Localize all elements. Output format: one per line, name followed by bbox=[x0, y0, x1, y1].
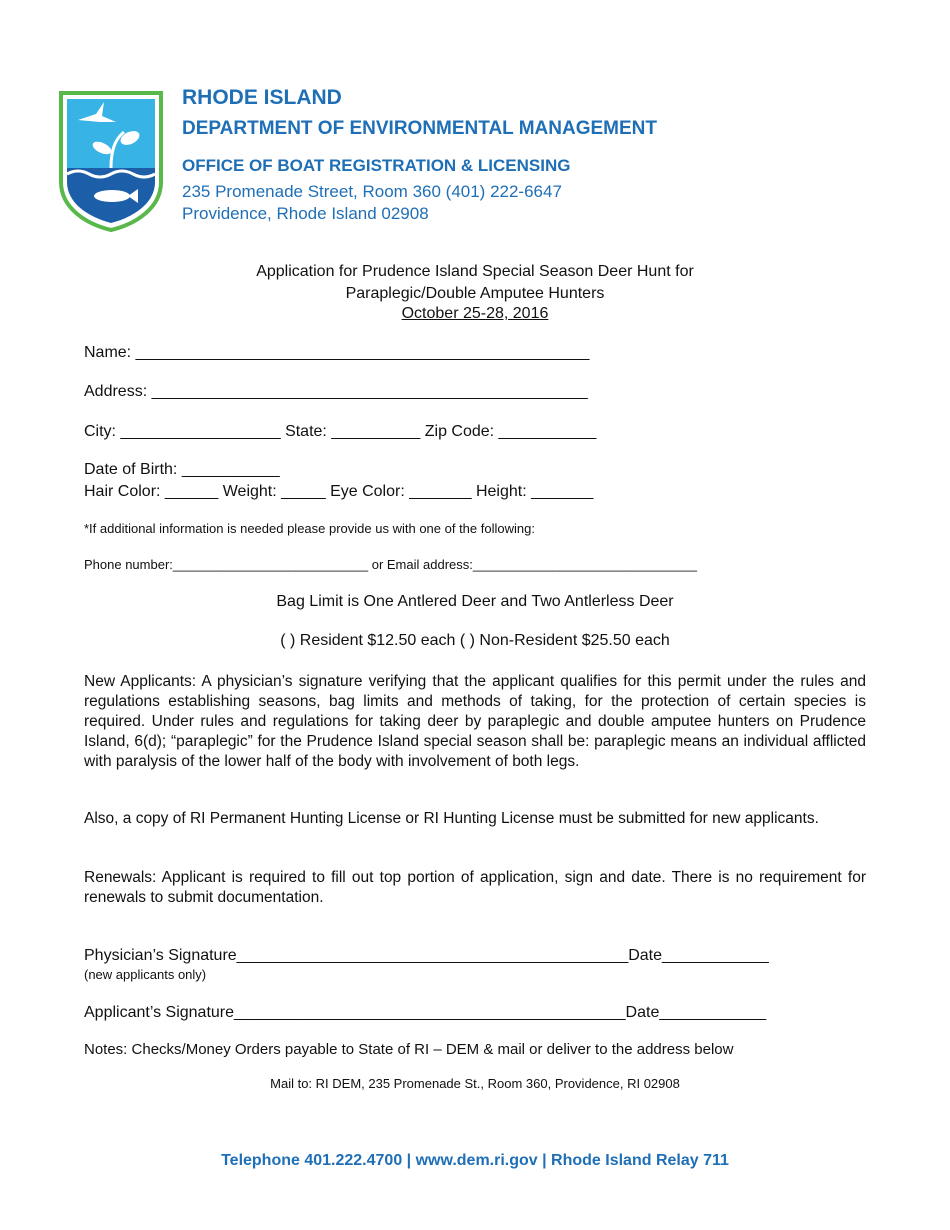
physician-signature-line[interactable]: Physician’s Signature____________________________________________Date____________ bbox=[84, 947, 769, 964]
form-date: October 25-28, 2016 bbox=[401, 305, 549, 322]
fee-options[interactable]: ( ) Resident $12.50 each ( ) Non-Resident $25.50 each bbox=[280, 632, 670, 649]
header-state: RHODE ISLAND bbox=[182, 86, 342, 109]
physician-note: (new applicants only) bbox=[84, 967, 207, 982]
footer-contact: Telephone 401.222.4700 | www.dem.ri.gov | Rhode Island Relay 711 bbox=[221, 1152, 729, 1169]
bag-limit: Bag Limit is One Antlered Deer and Two Antlerless Deer bbox=[276, 593, 674, 610]
ri-dem-logo bbox=[58, 90, 164, 232]
header-office: OFFICE OF BOAT REGISTRATION & LICENSING bbox=[182, 156, 571, 175]
form-title-line2: Paraplegic/Double Amputee Hunters bbox=[345, 285, 605, 302]
contact-field[interactable]: Phone number:___________________________ or Email address:_______________________________ bbox=[84, 557, 697, 572]
form-title-line1: Application for Prudence Island Special Season Deer Hunt for bbox=[256, 263, 694, 280]
physical-description-field[interactable]: Hair Color: ______ Weight: _____ Eye Color: _______ Height: _______ bbox=[84, 483, 594, 500]
mail-to-address: Mail to: RI DEM, 235 Promenade St., Room 360, Providence, RI 02908 bbox=[270, 1076, 680, 1091]
renewals-paragraph: Renewals: Applicant is required to fill out top portion of application, sign and date. There is no requirement for renewals to submit documentation. bbox=[84, 869, 866, 906]
header-address-line1: 235 Promenade Street, Room 360 (401) 222-6647 bbox=[182, 182, 562, 201]
header-department: DEPARTMENT OF ENVIRONMENTAL MANAGEMENT bbox=[182, 118, 657, 139]
address-field[interactable]: Address: _________________________________________________ bbox=[84, 383, 588, 400]
name-field[interactable]: Name: ___________________________________________________ bbox=[84, 344, 590, 361]
payment-notes: Notes: Checks/Money Orders payable to State of RI – DEM & mail or deliver to the address below bbox=[84, 1041, 734, 1058]
new-applicants-paragraph: New Applicants: A physician’s signature verifying that the applicant qualifies for this permit under the rules and regulations establishing seasons, bag limits and methods of taking, for the protection of certain species is required. Under rules and regulations for taking deer by paraplegic and double amputee hunters on Prudence Island, 6(d); “paraplegic” for the Prudence Island special season shall be: paraplegic means an individual afflicted with paralysis of the lower half of the body with involvement of both legs. bbox=[84, 673, 866, 770]
form-date-wrap bbox=[0, 305, 950, 323]
additional-info-note: *If additional information is needed please provide us with one of the following: bbox=[84, 521, 535, 536]
header-address-line2: Providence, Rhode Island 02908 bbox=[182, 204, 429, 223]
hunting-license-paragraph: Also, a copy of RI Permanent Hunting License or RI Hunting License must be submitted for new applicants. bbox=[84, 810, 819, 827]
dob-field[interactable]: Date of Birth: ___________ bbox=[84, 461, 280, 478]
city-state-zip-field[interactable]: City: __________________ State: __________ Zip Code: ___________ bbox=[84, 423, 597, 440]
applicant-signature-line[interactable]: Applicant’s Signature____________________________________________Date____________ bbox=[84, 1004, 767, 1021]
